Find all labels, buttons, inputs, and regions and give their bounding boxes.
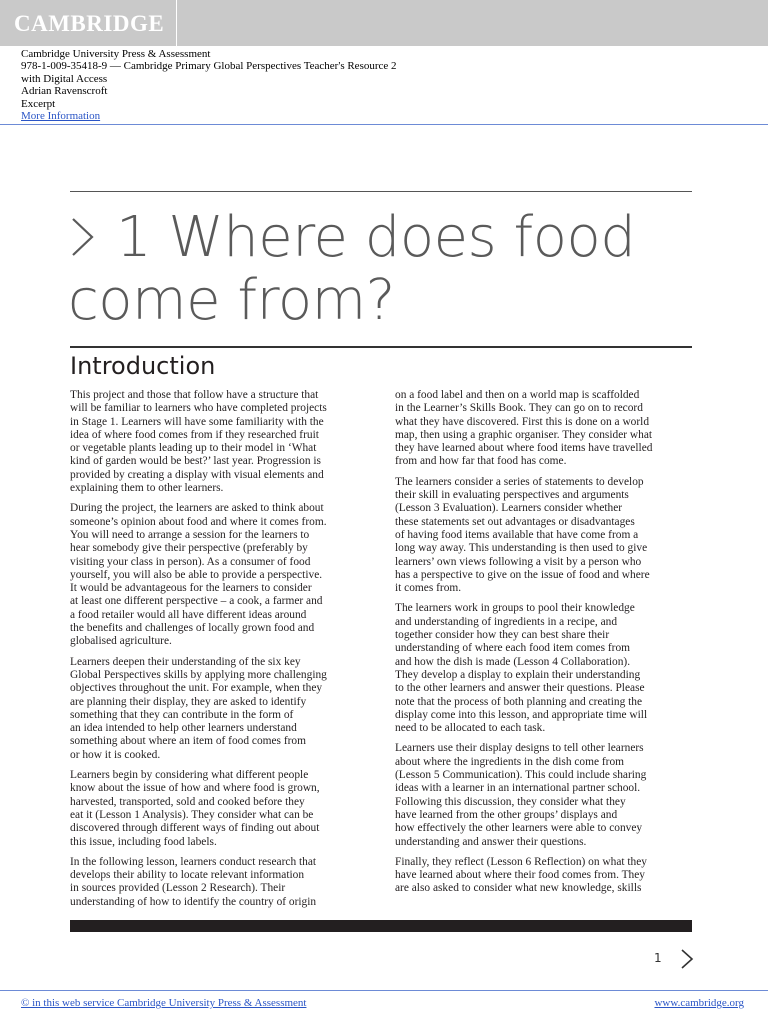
text-line: how effectively the other learners were able to convey: [395, 822, 643, 835]
text-line: from and how far that food has come.: [395, 455, 567, 468]
paragraph: [70, 502, 370, 648]
text-line: idea of where food comes from if they researched fruit: [70, 428, 319, 441]
title-top-rule: [70, 191, 692, 192]
text-line: discovered through different ways of finding out about: [70, 822, 320, 835]
bottom-bar: [70, 920, 692, 932]
text-line: note that the process of both planning and creating the: [395, 695, 643, 708]
chapter-title-line-1: 1 Where does food: [116, 205, 636, 270]
paragraph: [395, 602, 693, 735]
text-line: these statements set out advantages or disadvantages: [395, 515, 635, 528]
text-line: it comes from.: [395, 582, 462, 595]
paragraph: [70, 389, 370, 495]
text-line: an idea intended to help other learners understand: [70, 722, 297, 735]
title-bottom-rule: [70, 346, 692, 348]
text-line: something that they can contribute in the form of: [70, 708, 294, 721]
next-page-icon[interactable]: [680, 948, 694, 970]
text-line: know about the issue of how and where food is grown,: [70, 782, 320, 795]
meta-excerpt: Excerpt: [21, 97, 56, 110]
text-line: a food retailer would all have different ideas around: [70, 608, 307, 621]
text-line: understanding and answer their questions.: [395, 835, 587, 848]
text-line: someone’s opinion about food and where it comes from.: [70, 515, 327, 528]
text-line: learners’ own views following a visit by a person who: [395, 555, 642, 568]
logo-box: [0, 0, 177, 46]
page-number: 1: [654, 951, 662, 965]
text-line: are planning their display, they are asked to identify: [70, 695, 307, 708]
text-line: on a food label and then on a world map is scaffolded: [395, 389, 640, 401]
text-line: globalised agriculture.: [70, 635, 172, 648]
text-line: the benefits and challenges of locally grown food and: [70, 622, 315, 635]
paragraph: [395, 742, 693, 848]
text-line: (Lesson 3 Evaluation). Learners consider whether: [395, 502, 623, 515]
text-line: something about where an item of food comes from: [70, 735, 306, 748]
cambridge-website-link[interactable]: www.cambridge.org: [654, 997, 744, 1009]
paragraph: [70, 856, 370, 909]
text-line: are also asked to consider what new knowledge, skills: [395, 882, 642, 895]
text-line: have learned about where their food comes from. They: [395, 869, 645, 882]
meta-author: Adrian Ravenscroft: [21, 85, 108, 98]
text-line: together consider how they can best share their: [395, 629, 610, 642]
text-line: this issue, including food labels.: [70, 835, 217, 848]
meta-divider: [0, 124, 768, 125]
text-line: and how the dish is made (Lesson 4 Collaboration).: [395, 655, 631, 668]
paragraph: [395, 476, 693, 596]
text-line: in sources provided (Lesson 2 Research). Their: [70, 882, 286, 895]
text-line: They develop a display to explain their understanding: [395, 668, 641, 681]
text-line: map, then using a graphic organiser. They consider what: [395, 428, 653, 441]
text-line: hear somebody give their perspective (preferably by: [70, 542, 308, 555]
text-line: Finally, they reflect (Lesson 6 Reflection) on what they: [395, 855, 647, 868]
text-line: (Lesson 5 Communication). This could include sharing: [395, 769, 647, 782]
section-heading: Introduction: [70, 352, 216, 380]
text-line: explaining them to other learners.: [70, 482, 224, 495]
left-column: [70, 389, 370, 916]
text-line: provided by creating a display with visual elements and: [70, 468, 324, 481]
text-line: Following this discussion, they consider what they: [395, 795, 626, 808]
text-line: or how it is cooked.: [70, 748, 161, 761]
text-line: their skill in evaluating perspectives and arguments: [395, 489, 629, 502]
text-line: You will need to arrange a session for the learners to: [70, 528, 310, 541]
text-line: Learners deepen their understanding of the six key: [70, 655, 301, 668]
header-bar: [0, 0, 768, 46]
text-line: The learners consider a series of statements to develop: [395, 475, 644, 488]
text-line: It would be advantageous for the learners to consider: [70, 582, 312, 595]
text-line: what they have discovered. First this is done on a world: [395, 415, 650, 428]
text-line: long way away. This understanding is then used to give: [395, 542, 648, 555]
text-line: will be familiar to learners who have completed projects: [70, 402, 327, 415]
text-line: develops their ability to locate relevant information: [70, 869, 305, 882]
text-line: Learners use their display designs to tell other learners: [395, 742, 644, 755]
paragraph: [395, 856, 693, 896]
text-line: kind of garden would be best?’ last year. Progression is: [70, 455, 321, 468]
text-line: and understanding of ingredients in a recipe, and: [395, 615, 618, 628]
text-line: In the following lesson, learners conduct research that: [70, 855, 317, 868]
chapter-title-line-2: come from?: [68, 268, 395, 333]
text-line: understanding of where each food item comes from: [395, 642, 631, 655]
text-line: understanding of how to identify the country of origin: [70, 895, 317, 908]
text-line: Global Perspectives skills by applying more challenging: [70, 668, 327, 681]
copyright-link[interactable]: © in this web service Cambridge University Press & Assessment: [21, 997, 307, 1009]
meta-publisher: Cambridge University Press & Assessment: [21, 48, 211, 60]
text-line: harvested, transported, sold and cooked before they: [70, 795, 305, 808]
text-line: to the other learners and answer their questions. Please: [395, 682, 645, 695]
text-line: The learners work in groups to pool their knowledge: [395, 602, 635, 615]
book-metadata: [21, 48, 397, 122]
text-line: about where the ingredients in the dish come from: [395, 755, 625, 768]
paragraph: [395, 389, 693, 469]
text-line: This project and those that follow have a structure that: [70, 389, 319, 401]
text-line: has a perspective to give on the issue of food and where: [395, 568, 650, 581]
cambridge-logo[interactable]: CAMBRIDGE: [14, 11, 165, 36]
text-line: in Stage 1. Learners will have some familiarity with the: [70, 415, 324, 428]
text-line: Learners begin by considering what different people: [70, 769, 309, 782]
paragraph: [70, 656, 370, 762]
more-information-link[interactable]: More Information: [21, 110, 101, 123]
text-line: need to be allocated to each task.: [395, 722, 546, 735]
text-line: in the Learner’s Skills Book. They can go on to record: [395, 402, 643, 415]
meta-edition: with Digital Access: [21, 72, 108, 85]
meta-isbn-title: 978-1-009-35418-9 — Cambridge Primary Global Perspectives Teacher's Resource 2: [21, 60, 397, 73]
text-line: eat it (Lesson 1 Analysis). They consider what can be: [70, 808, 314, 821]
text-line: of having food items available that have come from a: [395, 528, 639, 541]
right-column: [395, 389, 693, 903]
footer-divider: [0, 990, 768, 991]
text-line: at least one different perspective – a cook, a farmer and: [70, 595, 323, 608]
text-line: During the project, the learners are asked to think about: [70, 502, 324, 515]
text-line: have learned from the other groups’ displays and: [395, 808, 618, 821]
text-line: display come into this lesson, and appropriate time will: [395, 708, 648, 721]
text-line: or vegetable plants leading up to their model in ‘What: [70, 442, 317, 455]
text-line: objectives throughout the unit. For example, when they: [70, 682, 323, 695]
text-line: ideas with a learner in an international partner school.: [395, 782, 641, 795]
paragraph: [70, 769, 370, 849]
text-line: they have learned about where food items have travelled: [395, 442, 653, 455]
text-line: yourself, you will also be able to provide a perspective.: [70, 568, 323, 581]
chevron-right-icon: [70, 217, 96, 257]
text-line: visiting your class in person). As a consumer of food: [70, 555, 311, 568]
